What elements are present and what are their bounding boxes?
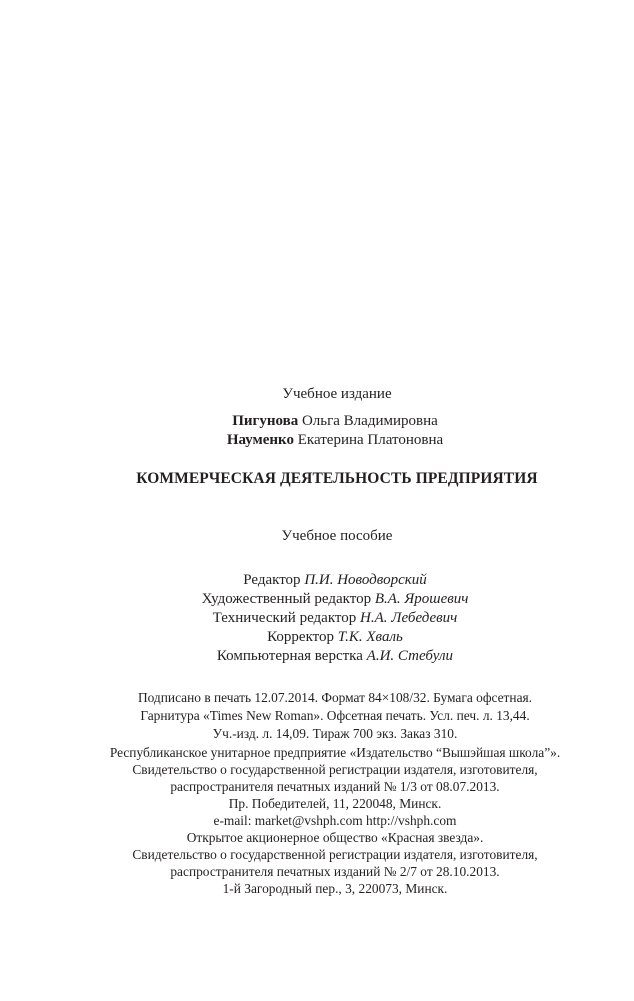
credit-role: Корректор <box>267 629 335 645</box>
author-given-name: Екатерина Платоновна <box>297 432 444 448</box>
printer-line: Свидетельство о государственной регистрации издателя, изготовителя, <box>132 847 538 862</box>
publisher-line: распространителя печатных изданий № 1/3 от 08.07.2013. <box>170 779 500 794</box>
credit-line <box>18 629 634 646</box>
publisher-line: Республиканское унитарное предприятие «Издательство “Вышэйшая школа”». <box>109 745 561 760</box>
credit-role: Редактор <box>243 572 301 588</box>
credit-role: Художественный редактор <box>201 591 372 607</box>
credit-name: А.И. Стебули <box>366 648 454 664</box>
credit-line <box>18 610 634 627</box>
book-subtitle: Учебное пособие <box>281 528 393 544</box>
imprint-line: Гарнитура «Times New Roman». Офсетная печать. Усл. печ. л. 13,44. <box>140 708 530 723</box>
author-line <box>18 432 634 449</box>
printer-line: распространителя печатных изданий № 2/7 от 28.10.2013. <box>170 864 500 879</box>
credit-name: П.И. Новодворский <box>304 572 427 588</box>
credit-line <box>18 572 634 589</box>
publisher-contacts: e-mail: market@vshph.com http://vshph.com <box>213 813 457 828</box>
author-line <box>18 413 634 430</box>
imprint-line: Уч.-изд. л. 14,09. Тираж 700 экз. Заказ 310. <box>212 726 458 741</box>
credit-role: Технический редактор <box>212 610 357 626</box>
printer-line: Открытое акционерное общество «Красная звезда». <box>186 830 484 845</box>
credit-name: Н.А. Лебедевич <box>360 610 458 626</box>
author-surname: Науменко <box>226 432 294 448</box>
author-given-name: Ольга Владимировна <box>301 413 438 429</box>
author-surname: Пигунова <box>232 413 299 429</box>
imprint-line: Подписано в печать 12.07.2014. Формат 84×108/32. Бумага офсетная. <box>137 690 533 705</box>
credit-line <box>18 648 634 665</box>
publisher-line: Свидетельство о государственной регистрации издателя, изготовителя, <box>132 762 538 777</box>
credit-name: В.А. Ярошевич <box>374 591 469 607</box>
printer-line: 1-й Загородный пер., 3, 220073, Минск. <box>222 881 448 896</box>
credit-line <box>18 591 634 608</box>
book-title: КОММЕРЧЕСКАЯ ДЕЯТЕЛЬНОСТЬ ПРЕДПРИЯТИЯ <box>136 470 538 487</box>
edition-type: Учебное издание <box>282 386 392 402</box>
credit-name: Т.К. Хваль <box>337 629 403 645</box>
publisher-line: Пр. Победителей, 11, 220048, Минск. <box>228 796 442 811</box>
credit-role: Компьютерная верстка <box>216 648 363 664</box>
